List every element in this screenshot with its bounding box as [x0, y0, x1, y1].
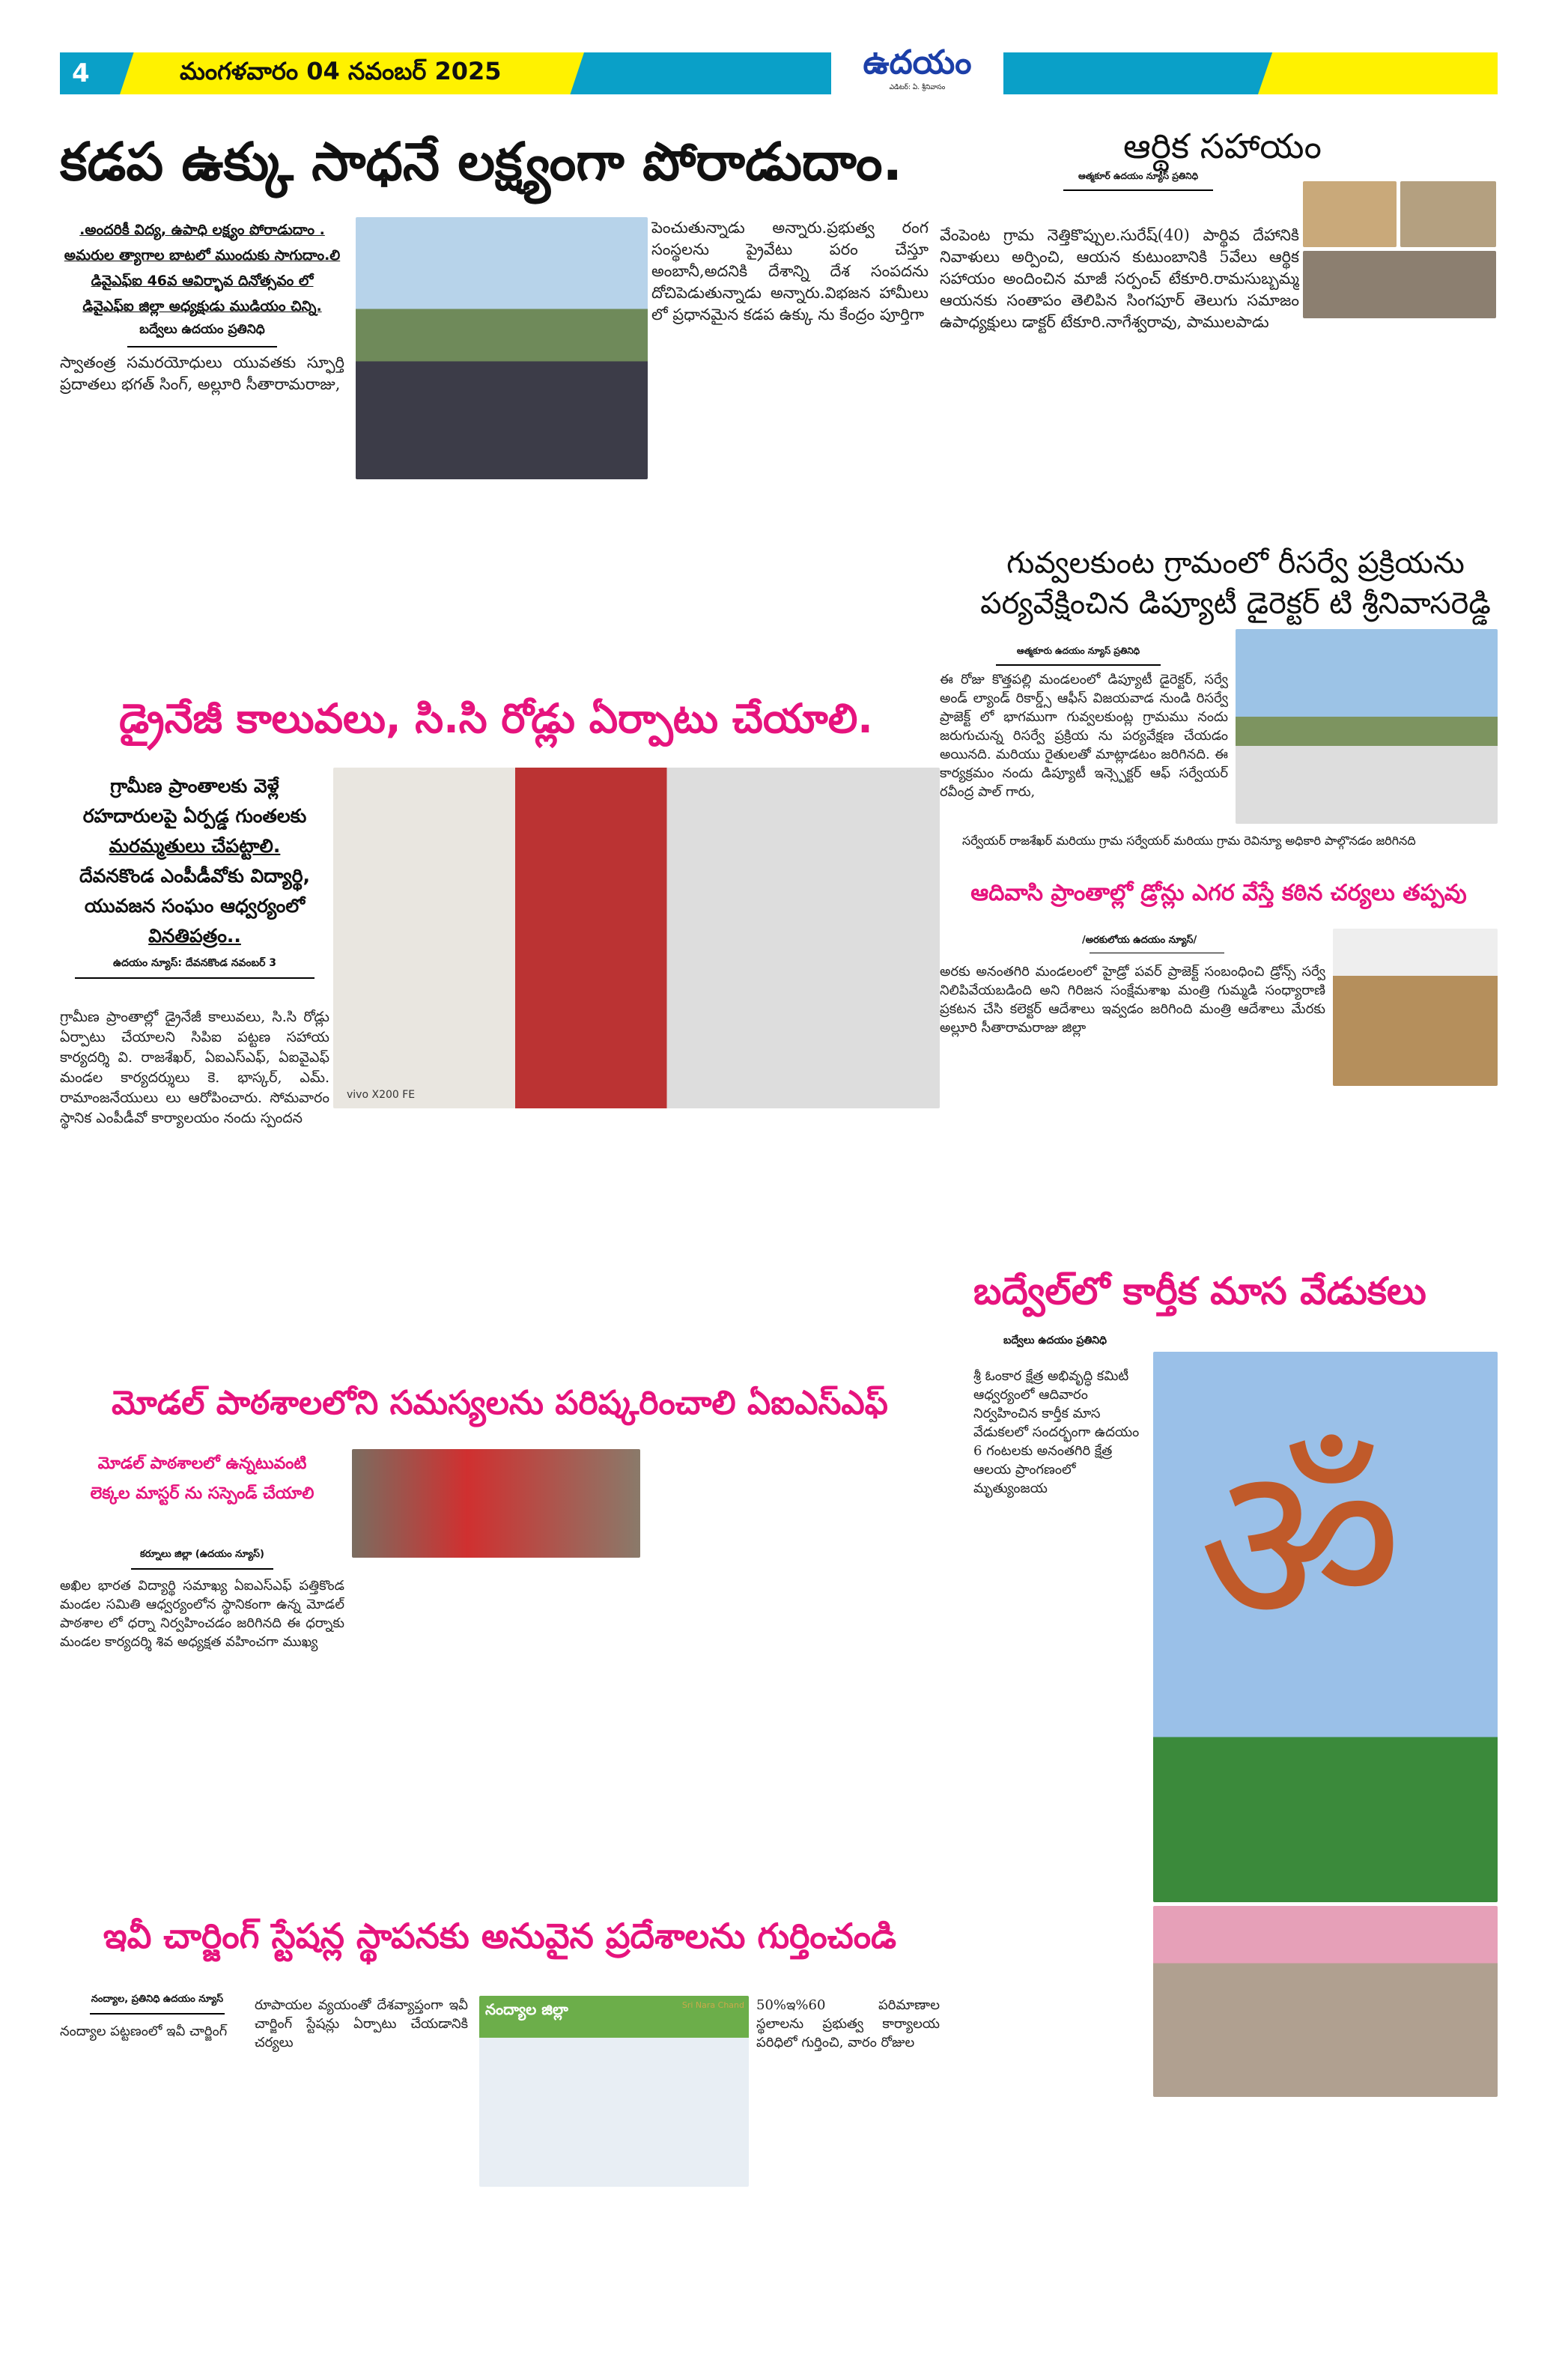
article-body: అరకు అనంతగిరి మండలంలో హైడ్రో పవర్ ప్రాజెక్ట్ సంబంధించి డ్రోన్స్ సర్వే నిలిపివేయబడింది అని గిరిజన సంక్షేమశాఖ మంత్రి గుమ్మడి సంధ్యారాణి ప్రకటన చేసి కలెక్టర్ ఆదేశాలు ఇవ్వడం జరిగింది మంత్రి ఆదేశాలు మేరకు అల్లూరి సీతారామరాజు జిల్లా	[940, 964, 1325, 1036]
photo-caption: సర్వేయర్ రాజశేఖర్ మరియు గ్రామ సర్వేయర్ మరియు గ్రామ రెవిన్యూ అధికారి పాల్గొనడం జరిగినది	[962, 834, 1416, 848]
article-body: స్వాతంత్ర సమరయోధులు యువతకు స్ఫూర్తి ప్రదాతలు భగత్ సింగ్, అల్లూరి సీతారామరాజు,	[60, 353, 344, 393]
masthead-yellow-right	[1258, 52, 1498, 94]
article-body	[352, 1565, 640, 1887]
photo-sign: Sri Nara Chand	[681, 2000, 744, 2010]
logo-text: ఉదయం	[863, 43, 972, 82]
aid-photo-3	[1303, 251, 1496, 318]
byline: నంద్యాల, ప్రతినిధి ఉదయం న్యూస్	[90, 1994, 225, 2015]
subhead: యువజన సంఘం ఆధ్వర్యంలో	[84, 895, 306, 917]
logo-tagline: ఎడిటర్: ఏ. శ్రీనివాసం	[889, 84, 946, 91]
article-body: వేంపెంట గ్రామ నెత్తికొప్పుల.సురేష్(40) పార్థివ దేహానికి నివాళులు అర్పించి, ఆయన కుటుంబానికి 5వేలు ఆర్థిక సహాయం అందించిన మాజీ సర్పంచ్ టేకూరి.రామసుబ్బమ్మ ఆయనకు సంతాపం తెలిపిన సింగపూర్ తెలుగు సమాజం ఉపాధ్యక్షులు డాక్టర్ టేకూరి.నాగేశ్వరావు, పాములపాడు	[940, 226, 1299, 331]
photo-watermark: vivo X200 FE	[347, 1089, 416, 1101]
subhead: లెక్కల మాస్టర్ ను సస్పెండ్ చేయాలి	[90, 1484, 314, 1503]
page-number: 4	[72, 58, 90, 88]
petition-photo	[333, 768, 940, 1108]
article-body	[356, 487, 648, 667]
aid-photo-1	[1303, 181, 1397, 247]
byline: /అరకులోయ ఉదయం న్యూస్/	[1082, 935, 1197, 946]
drones-headline: ఆదివాసి ప్రాంతాల్లో డ్రోన్లు ఎగర వేస్తే కఠిన చర్యలు తప్పవు	[970, 880, 1467, 906]
resurvey-photo	[1236, 629, 1498, 824]
byline: ఉదయం న్యూస్: దేవనకొండ నవంబర్ 3	[75, 957, 314, 979]
article-body: గ్రామీణ ప్రాంతాల్లో డ్రైనేజీ కాలువలు, సి.సి రోడ్లు ఏర్పాటు చేయాలని సిపిఐ పట్టణ సహాయ కార్యదర్శి వి. రాజశేఖర్, ఏఐఎస్ఎఫ్, ఏఐవైఎఫ్ మండల కార్యదర్శులు కె. భాస్కర్, ఎమ్. రామాంజనేయులు లు ఆరోపించారు. సోమవారం స్థానిక ఎంపీడీవో కార్యాలయం నందు స్పందన	[60, 1009, 329, 1126]
subhead: మోడల్ పాఠశాలలో ఉన్నటువంటి	[97, 1454, 307, 1473]
subhead: అమరుల త్యాగాల బాటలో ముందుకు సాగుదాం.లి	[64, 247, 341, 264]
gathering-photo	[1153, 1906, 1498, 2097]
drainage-subheads	[60, 771, 329, 979]
article-body	[352, 1116, 640, 1341]
byline: ఆత్మకూరు ఉదయం న్యూస్ ప్రతినిధి	[996, 646, 1161, 666]
meeting-photo	[479, 1996, 749, 2187]
subhead: .అందరికీ విద్య, ఉపాధి లక్ష్యం పోరాడుదాం .	[79, 222, 325, 238]
subhead: దేవనకొండ ఎంపీడీవోకు విద్యార్థి,	[79, 865, 311, 887]
main-headline: కడప ఉక్కు సాధనే లక్ష్యంగా పోరాడుదాం.	[60, 131, 903, 192]
article-body: నంద్యాల పట్టణంలో ఇవీ చార్జింగ్	[60, 2024, 228, 2039]
byline: కర్నూలు జిల్లా (ఉదయం న్యూస్)	[131, 1549, 273, 1570]
byline: ఆత్మకూర్ ఉదయం న్యూస్ ప్రతినిధి	[1063, 171, 1213, 191]
officer-photo	[1333, 929, 1498, 1086]
karthika-headline: బద్వేల్‌లో కార్తీక మాస వేడుకలు	[973, 1269, 1426, 1313]
subhead: రహదారులపై ఏర్పడ్డ గుంతలకు	[82, 805, 307, 827]
article-body: పెంచుతున్నాడు అన్నారు.ప్రభుత్వ రంగ సంస్థలను ప్రైవేటు పరం చేస్తూ అంబానీ,అదనికి దేశాన్ని దేశ సంపదను దోచిపెడుతున్నాడు అన్నారు.విభజన హామీలు లో ప్రధానమైన కడప ఉక్కు ను కేంద్రం పూర్తిగా	[651, 219, 929, 324]
subhead: వినతిపత్రం..	[148, 925, 241, 947]
aisf-protest-photo	[352, 1449, 640, 1558]
subhead: మరమ్మతులు చేపట్టాలి.	[109, 835, 281, 857]
byline: బద్వేలు ఉదయం ప్రతినిధి	[127, 322, 277, 347]
article-body	[651, 1453, 936, 1887]
model-school-subheads	[60, 1449, 344, 1509]
drainage-headline: డ్రైనేజీ కాలువలు, సి.సి రోడ్లు ఏర్పాటు చేయాలి.	[119, 695, 873, 742]
article-body: అఖిల భారత విద్యార్థి సమాఖ్య ఏఐఎస్ఎఫ్ పత్తికొండ మండల సమితి ఆధ్వర్యంలోన స్థానికంగా ఉన్న మోడల్ పాఠశాల లో ధర్నా నిర్వహించడం జరిగినది ఈ ధర్నాకు మండల కార్యదర్శి శివ అధ్యక్షత వహించగా ముఖ్య	[60, 1578, 344, 1650]
article-body	[479, 2191, 940, 2254]
kadapa-subheads	[60, 217, 344, 347]
article-body: శ్రీ ఓంకార క్షేత్ర అభివృద్ధి కమిటీ ఆధ్వర్యంలో ఆదివారం నిర్వహించిన కార్తీక మాస వేడుకలలో సందర్భంగా ఉదయం 6 గంటలకు అనంతగిరి క్షేత్ర ఆలయ ప్రాంగణంలో మృత్యుంజయ	[973, 1368, 1140, 1496]
ev-headline: ఇవీ చార్జింగ్ స్టేషన్ల స్థాపనకు అనువైన ప్రదేశాలను గుర్తించండి	[103, 1916, 897, 1956]
article-body: 50%ఇ%60 పరిమాణాల స్థలాలను ప్రభుత్వ కార్యాలయ పరిధిలో గుర్తించి, వారం రోజుల	[756, 1997, 940, 2050]
model-school-headline: మోడల్ పాఠశాలలోని సమస్యలను పరిష్కరించాలి ఏఐఎస్ఎఫ్	[112, 1384, 888, 1422]
article-body: రూపాయల వ్యయంతో దేశవ్యాప్తంగా ఇవీ చార్జింగ్ స్టేషన్లు ఏర్పాటు చేయడానికి చర్యలు	[255, 1997, 468, 2050]
article-body	[940, 2104, 1498, 2254]
aid-photo-2	[1400, 181, 1496, 247]
issue-date: మంగళవారం 04 నవంబర్ 2025	[180, 57, 502, 85]
subhead: గ్రామీణ ప్రాంతాలకు వెళ్లే	[110, 775, 279, 797]
rally-photo	[356, 217, 648, 479]
photo-banner: నంద్యాల జిల్లా	[485, 2000, 568, 2018]
logo	[831, 42, 1003, 99]
byline: బద్వేలు ఉదయం ప్రతినిధి	[1003, 1335, 1107, 1347]
om-symbol-icon: ॐ	[1198, 1415, 1403, 1677]
subhead: డివైఎఫ్ఐ 46వ ఆవిర్భావ దినోత్సవం లో	[91, 273, 314, 289]
resurvey-headline: గువ్వలకుంట గ్రామంలో రీసర్వే ప్రక్రియను పర్యవేక్షించిన డిప్యూటీ డైరెక్టర్ టి శ్రీనివాసరెడ్డి	[980, 546, 1491, 621]
aid-headline: ఆర్థిక సహాయం	[1123, 126, 1322, 166]
article-body: ఈ రోజు కొత్తపల్లి మండలంలో డిప్యూటీ డైరెక్టర్, సర్వే అండ్ ల్యాండ్ రికార్డ్స్ ఆఫీస్ విజయవాడ నుండి రిసర్వే ప్రాజెక్ట్ లో భాగముగా గువ్వలకుంట్ల గ్రామము నందు జరుగుచున్న రిసర్వే ప్రక్రియ ను పర్యవేక్షణ చేయడం అయినది. మరియు రైతులతో మాట్లాడటం జరిగినది. ఈ కార్యక్రమం నందు డిప్యూటీ ఇన్స్పెక్టర్ ఆఫ్ సర్వేయర్ రవీంద్ర పాల్ గారు,	[940, 672, 1228, 800]
om-temple-photo	[1153, 1352, 1498, 1902]
article-body	[651, 1116, 932, 1341]
subhead: డివైఎఫ్ఐ జిల్లా అధ్యక్షుడు ముడియం చిన్ని.	[82, 298, 322, 315]
